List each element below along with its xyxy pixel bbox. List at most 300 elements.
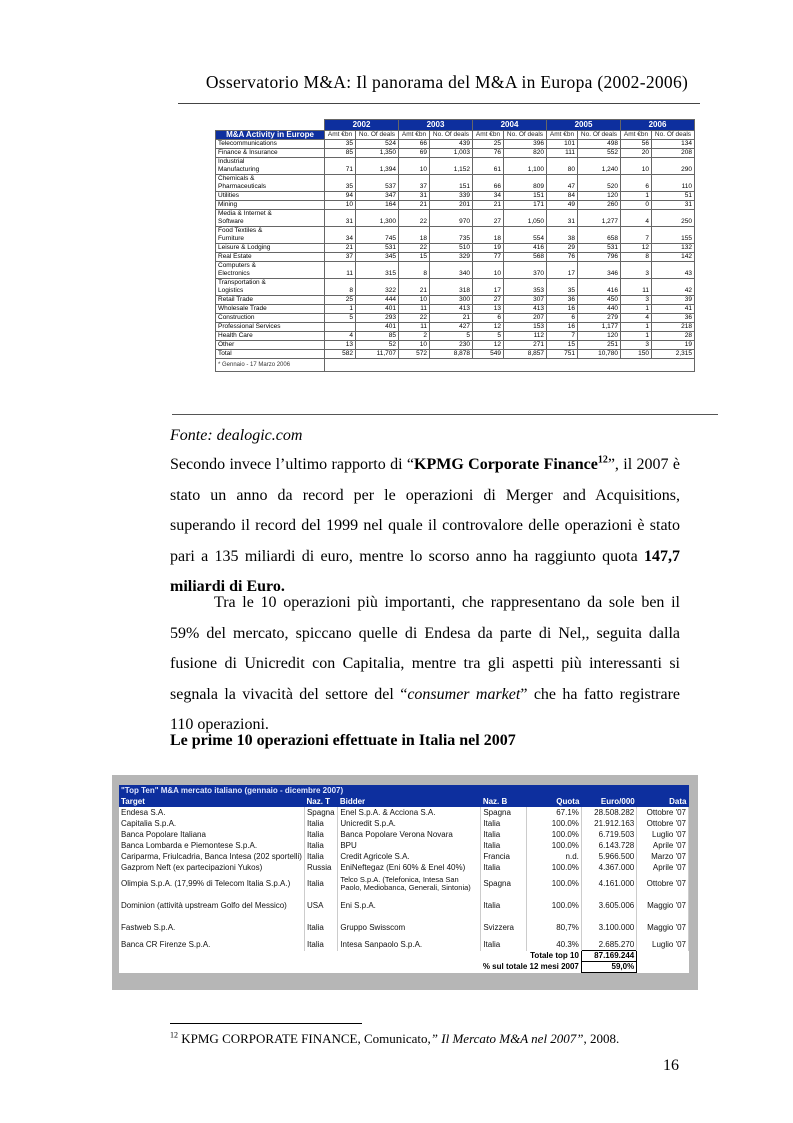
footnote [170, 1031, 619, 1047]
sector-cell: Wholesale Trade [216, 305, 325, 314]
europe-ma-table [215, 119, 695, 372]
amount-cell [621, 279, 652, 288]
amount-cell: 76 [547, 253, 578, 262]
amount-cell: 25 [325, 296, 356, 305]
naz-b-cell: Italia [481, 818, 526, 829]
amount-cell [473, 210, 504, 219]
deals-cell: 41 [652, 305, 695, 314]
consumer-market-italic: consumer market [407, 685, 521, 703]
para2-text-cont: ” che ha fatto registrare 110 operazioni. [170, 685, 681, 733]
sector-cell: Transportation & [216, 279, 325, 288]
naz-b-cell: Svizzera [481, 917, 526, 939]
table-row [119, 840, 689, 851]
naz-t-cell: Spagna [304, 807, 337, 818]
total-label: Totale top 10 [526, 951, 581, 962]
record-bold: 147,7 miliardi di Euro. [170, 547, 680, 595]
table-row [216, 158, 695, 167]
amount-cell: 3 [621, 270, 652, 279]
amount-cell: 69 [399, 149, 430, 158]
amount-cell [473, 158, 504, 167]
share-value: 59,0% [581, 962, 636, 973]
amount-cell: 47 [547, 183, 578, 192]
naz-t-cell: USA [304, 895, 337, 917]
amount-cell: 80 [547, 166, 578, 175]
sector-cell: Industrial [216, 158, 325, 167]
deals-cell [430, 175, 473, 184]
amount-cell: 15 [399, 253, 430, 262]
table-row [216, 341, 695, 350]
amount-cell [399, 279, 430, 288]
amount-cell [547, 175, 578, 184]
amt-header: Amt €bn [473, 131, 504, 140]
euro-cell: 4.367.000 [581, 862, 636, 873]
amount-cell: 0 [621, 201, 652, 210]
col-data: Data [637, 797, 689, 807]
deals-cell: 250 [652, 218, 695, 227]
amount-cell: 549 [473, 350, 504, 359]
deals-cell: 745 [356, 235, 399, 244]
amount-cell: 27 [473, 296, 504, 305]
amount-cell: 6 [473, 314, 504, 323]
amount-cell: 5 [473, 332, 504, 341]
deals-cell: 290 [652, 166, 695, 175]
page-number: 16 [663, 1057, 679, 1074]
section-header: M&A Activity in Europe [216, 131, 325, 140]
deals-cell: 293 [356, 314, 399, 323]
deals-cell: 322 [356, 287, 399, 296]
footnote-ref[interactable]: 12 [597, 454, 608, 466]
deals-cell [430, 210, 473, 219]
amount-cell: 8 [325, 287, 356, 296]
deals-cell: 439 [430, 140, 473, 149]
deals-cell: 1,100 [504, 166, 547, 175]
deals-cell [356, 262, 399, 271]
col-euro: Euro/000 [581, 797, 636, 807]
quota-cell: 67.1% [526, 807, 581, 818]
amount-cell [325, 158, 356, 167]
table-row [216, 149, 695, 158]
sector-cell: Real Estate [216, 253, 325, 262]
deals-cell: 153 [504, 323, 547, 332]
year-header: 2003 [399, 120, 473, 131]
amount-cell: 5 [325, 314, 356, 323]
deals-cell: 31 [652, 201, 695, 210]
amount-cell: 38 [547, 235, 578, 244]
table-row [216, 244, 695, 253]
deals-cell: 43 [652, 270, 695, 279]
deals-cell: 51 [652, 192, 695, 201]
deals-cell: 510 [430, 244, 473, 253]
table-row [216, 218, 695, 227]
page-title: Osservatorio M&A: Il panorama del M&A in Europa (2002-2006) [205, 72, 689, 92]
amount-cell [325, 175, 356, 184]
deals-cell: 307 [504, 296, 547, 305]
year-header: 2004 [473, 120, 547, 131]
deals-cell [578, 279, 621, 288]
deals-header: No. Of deals [504, 131, 547, 140]
bidder-cell: Intesa Sanpaolo S.p.A. [338, 939, 481, 951]
naz-t-cell: Italia [304, 939, 337, 951]
table-row [119, 807, 689, 818]
col-naz-b: Naz. B [481, 797, 526, 807]
amount-cell [621, 262, 652, 271]
deals-cell: 537 [356, 183, 399, 192]
source-caption: Fonte: dealogic.com [170, 427, 303, 444]
amt-header: Amt €bn [621, 131, 652, 140]
deals-cell: 251 [578, 341, 621, 350]
deals-cell: 21 [430, 314, 473, 323]
deals-cell: 151 [504, 192, 547, 201]
amount-cell: 7 [621, 235, 652, 244]
target-cell: Dominion (attività upstream Golfo del Messico) [119, 895, 304, 917]
sector-cell: Telecommunications [216, 140, 325, 149]
table-row [119, 818, 689, 829]
amount-cell: 10 [325, 201, 356, 210]
amount-cell [325, 279, 356, 288]
deals-cell: 340 [430, 270, 473, 279]
bidder-cell: Eni S.p.A. [338, 895, 481, 917]
amount-cell: 66 [399, 140, 430, 149]
amount-cell: 1 [325, 305, 356, 314]
deals-header: No. Of deals [430, 131, 473, 140]
table-row [216, 332, 695, 341]
table-note-row [216, 359, 695, 372]
euro-cell: 6.719.503 [581, 829, 636, 840]
target-cell: Gazprom Neft (ex partecipazioni Yukos) [119, 862, 304, 873]
deals-cell [652, 210, 695, 219]
table-row [216, 192, 695, 201]
deals-cell [578, 210, 621, 219]
euro-cell: 2.685.270 [581, 939, 636, 951]
total-spacer [119, 951, 526, 962]
deals-cell: 151 [430, 183, 473, 192]
deals-cell: 413 [430, 305, 473, 314]
amount-cell [621, 175, 652, 184]
quota-cell: 100.0% [526, 862, 581, 873]
target-cell: Endesa S.A. [119, 807, 304, 818]
table-row [119, 862, 689, 873]
quota-cell: 100.0% [526, 818, 581, 829]
amount-cell: 29 [547, 244, 578, 253]
deals-cell: 164 [356, 201, 399, 210]
amount-cell: 8 [621, 253, 652, 262]
deals-cell [504, 279, 547, 288]
amount-cell: 85 [325, 149, 356, 158]
deals-cell: 339 [430, 192, 473, 201]
top-ten-caption-row [119, 785, 689, 797]
deals-cell: 300 [430, 296, 473, 305]
bidder-cell: Gruppo Swisscom [338, 917, 481, 939]
amount-cell: 21 [399, 201, 430, 210]
deals-cell: 1,177 [578, 323, 621, 332]
amount-cell [399, 262, 430, 271]
deals-cell: 279 [578, 314, 621, 323]
naz-t-cell: Russia [304, 862, 337, 873]
amount-cell: 11 [399, 323, 430, 332]
naz-b-cell: Italia [481, 895, 526, 917]
table-note-filler [325, 359, 695, 372]
table-row [216, 253, 695, 262]
quota-cell: 100.0% [526, 873, 581, 895]
amount-cell [621, 210, 652, 219]
deals-cell [356, 279, 399, 288]
naz-b-cell: Italia [481, 939, 526, 951]
deals-cell: 142 [652, 253, 695, 262]
deals-cell [652, 175, 695, 184]
sector-cell: Media & Internet & [216, 210, 325, 219]
deals-cell [430, 262, 473, 271]
amount-cell: 22 [399, 314, 430, 323]
deals-cell: 155 [652, 235, 695, 244]
deals-cell: 329 [430, 253, 473, 262]
data-cell: Maggio '07 [637, 917, 689, 939]
deals-cell: 401 [356, 305, 399, 314]
amount-cell: 84 [547, 192, 578, 201]
amount-cell: 150 [621, 350, 652, 359]
naz-b-cell: Spagna [481, 873, 526, 895]
deals-cell: 52 [356, 341, 399, 350]
deals-cell: 230 [430, 341, 473, 350]
col-naz-t: Naz. T [304, 797, 337, 807]
deals-cell: 970 [430, 218, 473, 227]
amount-cell: 11 [621, 287, 652, 296]
amount-cell: 17 [547, 270, 578, 279]
sector-cell: Food Textiles & [216, 227, 325, 236]
deals-cell: 346 [578, 270, 621, 279]
data-cell: Ottobre '07 [637, 873, 689, 895]
deals-cell [430, 279, 473, 288]
amount-cell: 31 [325, 218, 356, 227]
deals-cell: 120 [578, 192, 621, 201]
deals-cell: 318 [430, 287, 473, 296]
bidder-cell: Telco S.p.A. (Telefonica, Intesa San Paolo, Mediobanca, Generali, Sintonia) [338, 873, 481, 895]
share-label: % sul totale 12 mesi 2007 [481, 962, 582, 973]
amount-cell: 16 [547, 323, 578, 332]
sector-cell: Logistics [216, 287, 325, 296]
table-row [216, 140, 695, 149]
table-row [119, 917, 689, 939]
amount-cell: 1 [621, 332, 652, 341]
amount-cell: 94 [325, 192, 356, 201]
amount-cell [325, 227, 356, 236]
amount-cell: 1 [621, 323, 652, 332]
amount-cell: 4 [621, 218, 652, 227]
deals-cell [578, 262, 621, 271]
naz-t-cell: Italia [304, 873, 337, 895]
col-quota: Quota [526, 797, 581, 807]
data-cell: Aprile '07 [637, 862, 689, 873]
amount-cell [325, 323, 356, 332]
amount-cell: 77 [473, 253, 504, 262]
target-cell: Cariparma, Friulcadria, Banca Intesa (202 sportelli) [119, 851, 304, 862]
deals-cell: 370 [504, 270, 547, 279]
table-row [119, 895, 689, 917]
amount-cell: 12 [473, 323, 504, 332]
euro-cell: 28.508.282 [581, 807, 636, 818]
deals-cell: 809 [504, 183, 547, 192]
table-row [216, 235, 695, 244]
amount-cell: 751 [547, 350, 578, 359]
table-row [216, 227, 695, 236]
amount-cell: 66 [473, 183, 504, 192]
amount-cell: 8 [399, 270, 430, 279]
deals-header: No. Of deals [356, 131, 399, 140]
deals-cell: 42 [652, 287, 695, 296]
deals-cell: 401 [356, 323, 399, 332]
amount-cell: 10 [399, 296, 430, 305]
footnote-text-end: , 2008. [583, 1031, 620, 1046]
quota-cell: 100.0% [526, 840, 581, 851]
deals-cell: 208 [652, 149, 695, 158]
deals-cell: 36 [652, 314, 695, 323]
table-row [119, 851, 689, 862]
sector-cell: Computers & [216, 262, 325, 271]
amount-cell: 16 [547, 305, 578, 314]
amount-cell: 36 [547, 296, 578, 305]
amount-cell: 11 [325, 270, 356, 279]
sector-cell: Leisure & Lodging [216, 244, 325, 253]
table-row [216, 279, 695, 288]
paragraph-kpmg [170, 450, 680, 603]
deals-cell [356, 158, 399, 167]
footnote-text: KPMG CORPORATE FINANCE, Comunicato, [178, 1031, 431, 1046]
deals-cell: 531 [356, 244, 399, 253]
deals-cell: 347 [356, 192, 399, 201]
amount-cell [473, 227, 504, 236]
deals-cell [430, 227, 473, 236]
amount-cell: 13 [473, 305, 504, 314]
table-note: * Gennaio - 17 Marzo 2006 [216, 359, 325, 372]
amount-cell: 27 [473, 218, 504, 227]
data-cell: Ottobre '07 [637, 807, 689, 818]
amount-cell [399, 227, 430, 236]
amount-cell: 71 [325, 166, 356, 175]
deals-cell: 1,050 [504, 218, 547, 227]
footnote-rule [170, 1023, 362, 1024]
bidder-cell: BPU [338, 840, 481, 851]
table-row [119, 829, 689, 840]
sector-cell: Furniture [216, 235, 325, 244]
amount-cell: 15 [547, 341, 578, 350]
sector-cell: Electronics [216, 270, 325, 279]
deals-cell: 112 [504, 332, 547, 341]
amount-cell [547, 262, 578, 271]
deals-cell: 444 [356, 296, 399, 305]
footnote-italic: ” Il Mercato M&A nel 2007” [430, 1031, 584, 1046]
deals-cell: 1,003 [430, 149, 473, 158]
amount-cell [547, 158, 578, 167]
year-header: 2006 [621, 120, 695, 131]
top-ten-table-body [119, 807, 689, 951]
deals-cell: 260 [578, 201, 621, 210]
year-header: 2005 [547, 120, 621, 131]
amount-cell: 25 [473, 140, 504, 149]
naz-b-cell: Italia [481, 829, 526, 840]
para2-text: Tra le 10 operazioni più importanti, che rappresentano da sole ben il 59% del mercato, spiccano quelle di Endesa da parte di Nel,, seguita dalla fusione di Unicredit con Capitalia, mentre tra gli aspetti più interessanti si segnala la vivacità del settore del “ [170, 594, 680, 703]
deals-cell: 39 [652, 296, 695, 305]
naz-b-cell: Francia [481, 851, 526, 862]
data-cell: Luglio '07 [637, 939, 689, 951]
quota-cell: 100.0% [526, 895, 581, 917]
euro-cell: 3.100.000 [581, 917, 636, 939]
deals-cell: 134 [652, 140, 695, 149]
amount-cell: 582 [325, 350, 356, 359]
deals-cell [578, 158, 621, 167]
target-cell: Banca Popolare Italiana [119, 829, 304, 840]
data-cell: Marzo '07 [637, 851, 689, 862]
sector-cell: Other [216, 341, 325, 350]
deals-cell [578, 175, 621, 184]
amount-cell: 3 [621, 296, 652, 305]
deals-cell [504, 227, 547, 236]
naz-t-cell: Italia [304, 917, 337, 939]
deals-cell: 8,857 [504, 350, 547, 359]
deals-cell: 820 [504, 149, 547, 158]
euro-cell: 3.605.006 [581, 895, 636, 917]
deals-cell: 1,240 [578, 166, 621, 175]
amount-cell: 10 [399, 166, 430, 175]
sector-cell: Pharmaceuticals [216, 183, 325, 192]
data-cell: Ottobre '07 [637, 818, 689, 829]
amount-cell: 3 [621, 341, 652, 350]
amt-header: Amt €bn [547, 131, 578, 140]
sector-cell: Construction [216, 314, 325, 323]
euro-cell: 5.966.500 [581, 851, 636, 862]
target-cell: Capitalia S.p.A. [119, 818, 304, 829]
table-row [216, 323, 695, 332]
data-cell: Luglio '07 [637, 829, 689, 840]
table-row [216, 314, 695, 323]
amount-cell: 12 [621, 244, 652, 253]
deals-cell: 218 [652, 323, 695, 332]
deals-cell: 132 [652, 244, 695, 253]
amt-header: Amt €bn [399, 131, 430, 140]
table-row [216, 166, 695, 175]
deals-cell [356, 210, 399, 219]
total-spacer-end [637, 951, 689, 962]
euro-cell: 21.912.163 [581, 818, 636, 829]
table-row [216, 183, 695, 192]
table-row [216, 305, 695, 314]
para1-text-cont: ”, il 2007 è stato un anno da record per le operazioni di Merger and Acquisitions, superando il record del 1999 nel quale il controvalore delle operazioni è stato pari a 135 miliardi di euro, mentre lo scorso anno ha raggiunto quota [170, 456, 681, 565]
euro-cell: 4.161.000 [581, 873, 636, 895]
deals-cell: 2,315 [652, 350, 695, 359]
bidder-cell: Unicredit S.p.A. [338, 818, 481, 829]
amount-cell: 18 [473, 235, 504, 244]
deals-cell [356, 175, 399, 184]
amount-cell: 4 [325, 332, 356, 341]
amount-cell: 13 [325, 341, 356, 350]
deals-cell: 1,350 [356, 149, 399, 158]
col-bidder: Bidder [338, 797, 481, 807]
amount-cell: 34 [325, 235, 356, 244]
amount-cell: 35 [325, 183, 356, 192]
deals-cell: 450 [578, 296, 621, 305]
data-cell: Maggio '07 [637, 895, 689, 917]
amount-cell: 22 [399, 244, 430, 253]
amount-cell: 49 [547, 201, 578, 210]
sector-cell: Finance & Insurance [216, 149, 325, 158]
deals-cell: 568 [504, 253, 547, 262]
bidder-cell: Enel S.p.A. & Acciona S.A. [338, 807, 481, 818]
deals-cell: 396 [504, 140, 547, 149]
footnote-number: 12 [170, 1030, 178, 1040]
deals-cell: 552 [578, 149, 621, 158]
deals-cell: 315 [356, 270, 399, 279]
deals-cell: 1,300 [356, 218, 399, 227]
bidder-cell: Credit Agricole S.A. [338, 851, 481, 862]
quota-cell: n.d. [526, 851, 581, 862]
